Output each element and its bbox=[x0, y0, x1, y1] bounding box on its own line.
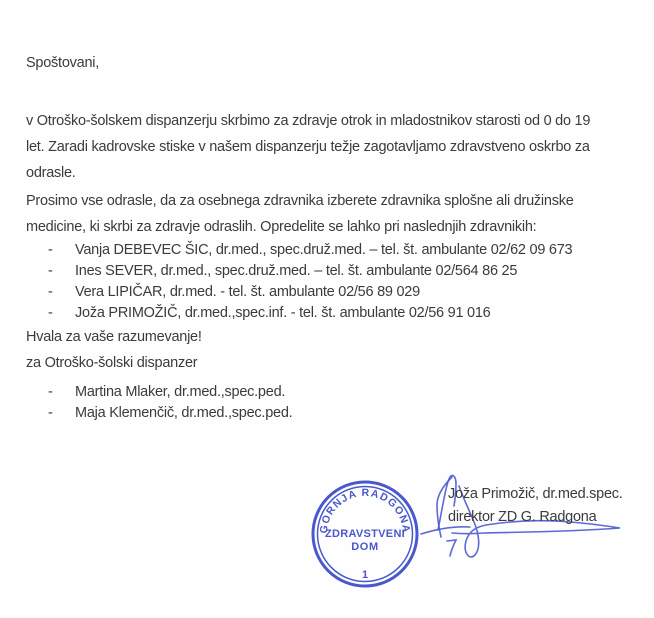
stamp-number: 1 bbox=[361, 569, 369, 581]
bullet-dash: - bbox=[48, 305, 53, 321]
doctor-entry: Joža PRIMOŽIČ, dr.med.,spec.inf. - tel. št. ambulante 02/56 91 016 bbox=[75, 305, 491, 321]
stamp-arc-text: GORNJA RADGONA bbox=[317, 486, 413, 535]
list-item bbox=[26, 382, 646, 403]
list-item bbox=[26, 303, 646, 324]
intro-paragraph bbox=[26, 108, 646, 186]
signer-name: Joža Primožič, dr.med.spec. bbox=[448, 486, 623, 502]
request-paragraph bbox=[26, 188, 646, 240]
paragraph-line: let. Zaradi kadrovske stiske v našem dispanzerju težje zagotavljamo zdravstveno oskrbo za bbox=[26, 139, 590, 155]
paragraph-line: Prosimo vse odrasle, da za osebnega zdravnika izberete zdravnika splošne ali družinske bbox=[26, 193, 574, 209]
list-item bbox=[26, 240, 646, 261]
bullet-dash: - bbox=[48, 384, 53, 400]
doctor-entry: Vanja DEBEVEC ŠIC, dr.med., spec.druž.med. – tel. št. ambulante 02/62 09 673 bbox=[75, 242, 573, 258]
pediatrician-entry: Maja Klemenčič, dr.med.,spec.ped. bbox=[75, 405, 293, 421]
paragraph-line: odrasle. bbox=[26, 165, 76, 181]
bullet-dash: - bbox=[48, 284, 53, 300]
bullet-dash: - bbox=[48, 405, 53, 421]
thanks-line: Hvala za vaše razumevanje! bbox=[26, 329, 202, 345]
list-item bbox=[26, 261, 646, 282]
stamp-org-line2: DOM bbox=[351, 541, 379, 553]
bullet-dash: - bbox=[48, 242, 53, 258]
list-item bbox=[26, 282, 646, 303]
salutation: Spoštovani, bbox=[26, 55, 100, 71]
stamp-org-line1: ZDRAVSTVENI bbox=[324, 528, 406, 540]
signature-stroke bbox=[447, 540, 456, 556]
list-item bbox=[26, 403, 646, 424]
paragraph-line: medicine, ki skrbi za zdravje odraslih. Opredelite se lahko pri naslednjih zdravnikih: bbox=[26, 219, 537, 235]
paragraph-line: v Otroško-šolskem dispanzerju skrbimo za zdravje otrok in mladostnikov starosti od 0 do 19 bbox=[26, 113, 591, 129]
doctor-entry: Ines SEVER, dr.med., spec.druž.med. – tel. št. ambulante 02/564 86 25 bbox=[75, 263, 518, 279]
pediatrician-list bbox=[26, 382, 646, 424]
pediatrician-entry: Martina Mlaker, dr.med.,spec.ped. bbox=[75, 384, 286, 400]
doctor-entry: Vera LIPIČAR, dr.med. - tel. št. ambulante 02/56 89 029 bbox=[75, 284, 420, 300]
bullet-dash: - bbox=[48, 263, 53, 279]
signer-title: direktor ZD G. Radgona bbox=[448, 509, 597, 525]
department-line: za Otroško-šolski dispanzer bbox=[26, 355, 198, 371]
letter-body bbox=[26, 50, 646, 424]
signer-block bbox=[448, 483, 623, 529]
doctor-list bbox=[26, 240, 646, 324]
